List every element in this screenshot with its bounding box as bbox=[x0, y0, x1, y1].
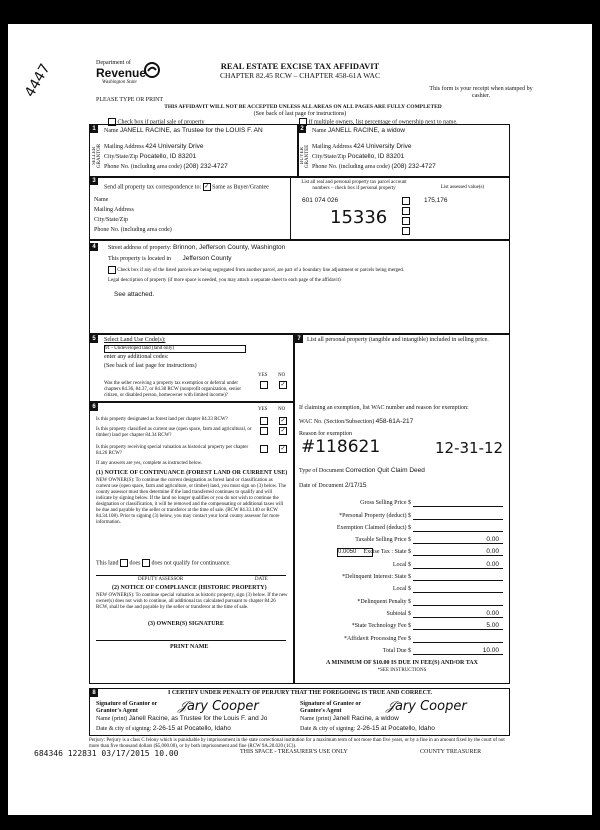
section-1-seller bbox=[89, 124, 299, 178]
buyer-name-label: Name bbox=[312, 128, 327, 134]
type-or-print: PLEASE TYPE OR PRINT bbox=[96, 97, 164, 103]
section-7-number: 7 bbox=[295, 335, 303, 343]
deputy-assessor-label: DEPUTY ASSESSOR bbox=[138, 577, 184, 582]
notice1-title: (1) NOTICE OF CONTINUANCE (FOREST LAND OR CURRENT USE) bbox=[96, 470, 288, 476]
scan-border-right bbox=[592, 0, 600, 830]
scan-border-bottom bbox=[0, 815, 600, 830]
buyer-mailing-label: Mailing Address bbox=[312, 144, 352, 150]
street-label: Street address of property: bbox=[108, 245, 172, 251]
grantor-name-label: Name (print) bbox=[96, 716, 128, 722]
see-back-instructions: (See back of last page for instructions) bbox=[104, 363, 197, 369]
s3-name-label: Name bbox=[94, 197, 109, 203]
form-see-back: (See back of last page for instructions) bbox=[253, 111, 347, 117]
tax-line-row bbox=[299, 520, 503, 532]
section-4-number: 4 bbox=[90, 243, 98, 251]
buyer-grantee-label: BUYER GRANTEE bbox=[300, 144, 310, 168]
scan-border-top bbox=[0, 0, 600, 24]
seller-city-field[interactable]: Pocatello, ID 83201 bbox=[139, 153, 197, 160]
tax-line-row bbox=[299, 495, 503, 507]
send-correspondence-row bbox=[104, 183, 269, 191]
s6-yes-header: YES bbox=[258, 407, 268, 412]
grantee-sig-label: Signature of Grantee or Grantee's Agent bbox=[300, 701, 361, 714]
seller-phone-field[interactable]: (208) 232-4727 bbox=[183, 163, 228, 170]
tax-line-value[interactable]: 0.00 bbox=[413, 548, 503, 556]
tax-line-value[interactable]: 0.00 bbox=[413, 610, 503, 618]
doc-type-row bbox=[299, 467, 425, 475]
tax-line-row bbox=[299, 556, 503, 568]
additional-codes-label: enter any additional codes: bbox=[104, 354, 169, 360]
section-8-signatures bbox=[89, 688, 510, 736]
q-current-use: Is this property classified as current use (open space, farm and agricultural, or timber) land per chapter 84.34 RCW? bbox=[96, 427, 252, 438]
does-not-checkbox[interactable] bbox=[142, 559, 150, 567]
s3-mailing-label: Mailing Address bbox=[94, 207, 134, 213]
doc-type-field[interactable]: Correction Quit Claim Deed bbox=[345, 467, 425, 474]
same-as-buyer-label: Same as Buyer/Grantee bbox=[212, 184, 269, 191]
buyer-name-row bbox=[312, 127, 405, 135]
deputy-line bbox=[96, 575, 286, 576]
tax-line-label: *Personal Property (deduct) $ bbox=[339, 512, 411, 519]
tax-line-label: Excise Tax : State $ bbox=[363, 549, 411, 556]
seller-mailing-label: Mailing Address bbox=[104, 144, 144, 150]
personal-property-checkbox-1[interactable] bbox=[402, 197, 410, 205]
tax-line-value[interactable]: 0.00 bbox=[413, 536, 503, 544]
does-label: does bbox=[129, 560, 141, 567]
owner-sig-line bbox=[96, 640, 286, 641]
seller-city-label: City/State/Zip bbox=[104, 154, 138, 160]
tax-line-label: *Delinquent Penalty $ bbox=[357, 598, 411, 605]
form-title: REAL ESTATE EXCISE TAX AFFIDAVIT bbox=[220, 61, 380, 71]
seller-mailing-field[interactable]: 424 University Drive bbox=[145, 143, 204, 150]
reason-label: Reason for exemption bbox=[299, 431, 352, 437]
tax-line-row bbox=[299, 643, 503, 655]
buyer-mailing-field[interactable]: 424 University Drive bbox=[353, 143, 412, 150]
section-4-property bbox=[89, 240, 510, 334]
segregated-label: Check box if any of the listed parcels are being segregated from another parcel, are part of a boundary line adjustment or parcels being merged. bbox=[117, 268, 404, 274]
scan-border-left bbox=[0, 0, 8, 830]
q-historic: Is this property receiving special valuation as historical property per chapter 84.26 RCW? bbox=[96, 445, 249, 456]
form-header bbox=[150, 61, 450, 80]
personal-property-checkbox-4[interactable] bbox=[402, 227, 410, 235]
tax-line-label: *Delinquent Interest: State $ bbox=[342, 574, 411, 581]
current-use-yes-checkbox[interactable] bbox=[260, 427, 268, 435]
grantor-name-field[interactable]: Janell Racine, as Trustee for the Louis F. and Jo bbox=[128, 715, 268, 722]
tax-line-value[interactable] bbox=[413, 580, 503, 581]
tax-line-row bbox=[299, 544, 503, 556]
wac-field[interactable]: 458-61A-217 bbox=[375, 418, 414, 425]
buyer-city-row bbox=[312, 153, 404, 161]
exemption-question: Was the seller receiving a property tax exemption or deferral under chapters 84.36, 84.37, or 84.38 RCW (nonprofit organization, senior citizen, or disabled person, homeowner with limited income)? bbox=[104, 381, 242, 398]
seller-grantor-label: SELLER GRANTOR bbox=[92, 143, 102, 169]
section-3-number: 3 bbox=[90, 177, 98, 185]
partial-sale-label: Check box if partial sale of property bbox=[117, 119, 205, 126]
grantee-date-row bbox=[300, 725, 435, 733]
handwritten-exemption-date: 12-31-12 bbox=[435, 439, 504, 457]
tax-line-label: Local $ bbox=[392, 561, 411, 568]
s3-phone-label: Phone No. (including area code) bbox=[94, 227, 172, 233]
located-field[interactable]: Jefferson County bbox=[182, 255, 232, 262]
seller-name-row bbox=[104, 127, 294, 135]
grantor-date-row bbox=[96, 725, 231, 733]
tax-line-row bbox=[299, 532, 503, 544]
exemption-claim-label: If claiming an exemption, list WAC number and reason for exemption: bbox=[299, 405, 469, 411]
tax-line-label: Local $ bbox=[392, 586, 411, 593]
parcel-header: List all real and personal property tax parcel account numbers – check box if personal property bbox=[301, 180, 407, 191]
tax-line-row bbox=[299, 618, 503, 630]
tax-line-value[interactable] bbox=[413, 605, 503, 606]
notice1-body: NEW OWNER(S): To continue the current designation as forest land or classification as current use (open space, farm and agriculture, or timber) land, you must sign on (3) below. The county assessor must then determine if the land transferred continues to qualify and will indicate by signing below. If the land no longer qualifies or you do not wish to continue the designation or classification, it will be removed and the compensating or additional taxes will be due and payable by the seller or transferor at the time of sale. (RCW 84.33.140 or RCW 84.34.108). Prior to signing (3) below, you may contact your local county assessor for more information. bbox=[96, 478, 287, 525]
treasurer-use-label: THIS SPACE - TREASURER'S USE ONLY bbox=[240, 749, 348, 755]
handwritten-exemption-number: #118621 bbox=[301, 437, 381, 457]
tax-line-row bbox=[299, 581, 503, 593]
grantee-date-label: Date & city of signing: bbox=[300, 726, 356, 732]
same-as-buyer-checkbox[interactable]: ✓ bbox=[204, 184, 210, 190]
section-2-buyer bbox=[297, 124, 510, 178]
s3-city-label: City/State/Zip bbox=[94, 217, 128, 223]
if-yes-note: If any answers are yes, complete as instructed below. bbox=[96, 461, 203, 466]
segregated-row bbox=[108, 266, 503, 274]
grantee-name-label: Name (print) bbox=[300, 716, 332, 722]
tax-line-row bbox=[299, 630, 503, 642]
section-2-number: 2 bbox=[298, 125, 306, 133]
buyer-city-label: City/State/Zip bbox=[312, 154, 346, 160]
assessed-value-field[interactable]: 175,176 bbox=[424, 197, 448, 204]
print-name-label: PRINT NAME bbox=[170, 644, 209, 650]
section-5-number: 5 bbox=[90, 335, 98, 343]
s5-no-checkbox[interactable]: ✓ bbox=[280, 382, 286, 388]
send-label: Send all property tax correspondence to: bbox=[104, 184, 202, 191]
does-not-label: does not qualify for continuance. bbox=[151, 560, 231, 567]
tax-line-value[interactable]: 0.00 bbox=[413, 561, 503, 569]
tax-line-value[interactable] bbox=[413, 519, 503, 520]
minimum-due: A MINIMUM OF $10.00 IS DUE IN FEE(S) AND/OR TAX bbox=[326, 660, 478, 666]
legal-description-field[interactable]: See attached. bbox=[114, 291, 155, 298]
tax-line-value[interactable] bbox=[413, 531, 503, 532]
section-8-number: 8 bbox=[90, 689, 98, 697]
tax-line-value[interactable]: 5.00 bbox=[413, 622, 503, 630]
land-use-label: Select Land Use Code(s): bbox=[104, 337, 166, 343]
section-3-correspondence bbox=[89, 176, 510, 240]
land-use-select[interactable] bbox=[104, 345, 246, 353]
current-use-no-checkbox[interactable]: ✓ bbox=[280, 428, 286, 434]
grantor-signature: 𝒥ary Cooper bbox=[178, 699, 259, 714]
seller-phone-label: Phone No. (including area code) bbox=[104, 164, 182, 170]
county-treasurer-label: COUNTY TREASURER bbox=[420, 749, 482, 755]
street-field[interactable]: Brinnon, Jefferson County, Washington bbox=[172, 244, 286, 251]
local-rate-field[interactable]: 0.0050 bbox=[337, 548, 373, 557]
logo-line1: Department of bbox=[96, 60, 131, 66]
forest-yes-checkbox[interactable] bbox=[260, 417, 268, 425]
s5-no-header: NO bbox=[278, 373, 286, 378]
personal-property-checkbox-2[interactable] bbox=[402, 207, 410, 215]
section-1-number: 1 bbox=[90, 125, 98, 133]
grantee-date-field[interactable]: 2-26-15 at Pocatello, Idaho bbox=[356, 725, 435, 732]
continuance-row bbox=[96, 559, 231, 567]
grantee-signature: 𝒥ary Cooper bbox=[386, 699, 467, 714]
tax-line-label: *Affidavit Processing Fee $ bbox=[343, 635, 411, 642]
s3-divider bbox=[290, 177, 291, 239]
section-6-number: 6 bbox=[90, 403, 98, 411]
s6-no-header: NO bbox=[278, 407, 286, 412]
seller-name-label: Name bbox=[104, 128, 119, 134]
grantor-date-field[interactable]: 2-26-15 at Pocatello, Idaho bbox=[152, 725, 231, 732]
receipt-note: This form is your receipt when stamped by cashier. bbox=[429, 86, 533, 99]
parcel-number-field[interactable]: 601 074 026 bbox=[302, 197, 339, 204]
buyer-phone-row bbox=[312, 163, 436, 171]
grantee-name-row bbox=[300, 715, 399, 723]
street-row bbox=[108, 244, 285, 252]
buyer-phone-label: Phone No. (including area code) bbox=[312, 164, 390, 170]
personal-property-label: List all personal property (tangible and intangible) included in selling price. bbox=[307, 337, 489, 343]
section-5-land-use bbox=[89, 334, 294, 402]
notice2-body: NEW OWNER(S): To continue special valuation as historic property, sign (3) below. If the new owner(s) does not wish to continue, all additional tax calculated pursuant to chapter 84.26 RCW, shall be due and payable by the seller or transferor at the time of sale. bbox=[96, 593, 288, 610]
logo-line2: Revenue bbox=[96, 66, 147, 80]
buyer-name-field[interactable]: JANELL RACINE, a widow bbox=[327, 127, 405, 134]
form-chapter: CHAPTER 82.45 RCW – CHAPTER 458-61A WAC bbox=[220, 71, 380, 80]
assessed-header: List assessed value(s) bbox=[440, 185, 485, 190]
this-land-label: This land bbox=[96, 560, 119, 567]
grantee-name-field[interactable]: Janell Racine, a widow bbox=[332, 715, 399, 722]
multiple-owners-label: If multiple owners, list percentage of ownership next to name. bbox=[308, 119, 458, 126]
handwritten-file-number: 4447 bbox=[22, 61, 54, 100]
s5-yes-header: YES bbox=[258, 373, 268, 378]
seller-mailing-row bbox=[104, 143, 204, 151]
land-use-value: 91 - Undeveloped land (land only) bbox=[105, 346, 175, 351]
tax-line-row bbox=[299, 507, 503, 519]
perjury-notice: Perjury: Perjury is a class C felony which is punishable by imprisonment in the state correctional institution for a maximum term of not more than five years, or by a fine in an amount fixed by the court of not more than five thousand dollars ($5,000.00), or by both imprisonment and fine (RCW 9A.20.020 (1C)). bbox=[89, 738, 505, 749]
s5-yes-checkbox[interactable] bbox=[260, 381, 268, 389]
notice2-title: (2) NOTICE OF COMPLIANCE (HISTORIC PROPERTY) bbox=[112, 585, 267, 591]
section-6-designations bbox=[89, 402, 294, 684]
grantor-sig-label: Signature of Grantor or Grantor's Agent bbox=[96, 701, 158, 714]
historic-no-checkbox[interactable]: ✓ bbox=[280, 446, 286, 452]
historic-yes-checkbox[interactable] bbox=[260, 445, 268, 453]
wac-row bbox=[299, 418, 413, 426]
logo-line3: Washington State bbox=[102, 80, 137, 85]
segregated-checkbox[interactable] bbox=[108, 266, 116, 274]
buyer-mailing-row bbox=[312, 143, 412, 151]
buyer-phone-field[interactable]: (208) 232-4727 bbox=[391, 163, 436, 170]
wac-label: WAC No. (Section/Subsection) bbox=[299, 419, 375, 425]
tax-line-value[interactable] bbox=[413, 592, 503, 593]
certify-statement: I CERTIFY UNDER PENALTY OF PERJURY THAT THE FOREGOING IS TRUE AND CORRECT. bbox=[167, 690, 432, 696]
tax-line-value[interactable] bbox=[413, 642, 503, 643]
grantor-name-row bbox=[96, 715, 267, 723]
tax-line-value[interactable] bbox=[413, 506, 503, 507]
tax-line-label: Gross Selling Price $ bbox=[360, 500, 411, 507]
tax-line-row bbox=[299, 593, 503, 605]
section-7-tax bbox=[294, 334, 510, 684]
seller-phone-row bbox=[104, 163, 228, 171]
tax-lines bbox=[299, 495, 503, 655]
tax-line-row bbox=[299, 606, 503, 618]
form-warning: THIS AFFIDAVIT WILL NOT BE ACCEPTED UNLESS ALL AREAS ON ALL PAGES ARE FULLY COMPLETED bbox=[164, 104, 442, 110]
tax-line-label: Taxable Selling Price $ bbox=[355, 537, 411, 544]
tax-line-label: Subtotal $ bbox=[386, 610, 411, 617]
doc-type-label: Type of Document bbox=[299, 468, 344, 474]
owner-signature-label: (3) OWNER(S) SIGNATURE bbox=[148, 621, 224, 627]
tax-line-value[interactable]: 10.00 bbox=[413, 647, 503, 655]
tax-line-label: *State Technology Fee $ bbox=[351, 623, 411, 630]
doc-date-field[interactable]: 2/17/15 bbox=[344, 482, 367, 489]
does-checkbox[interactable] bbox=[120, 559, 128, 567]
located-row bbox=[108, 255, 232, 263]
seller-name-field[interactable]: JANELL RACINE, as Trustee for the LOUIS F. AN bbox=[119, 127, 263, 134]
legal-label: Legal description of property (if more space is needed, you may attach a separate sheet to each page of the affidavit) bbox=[108, 278, 341, 283]
located-label: This property is located in bbox=[108, 256, 171, 262]
deputy-date-label: DATE bbox=[255, 577, 268, 582]
doc-date-label: Date of Document bbox=[299, 483, 344, 489]
doc-date-row bbox=[299, 482, 367, 490]
handwritten-parcel-note: 15336 bbox=[330, 207, 388, 228]
forest-no-checkbox[interactable]: ✓ bbox=[280, 418, 286, 424]
tax-line-label: Total Due $ bbox=[382, 647, 411, 654]
tax-line-row bbox=[299, 569, 503, 581]
buyer-city-field[interactable]: Pocatello, ID 83201 bbox=[347, 153, 405, 160]
see-instructions: *SEE INSTRUCTIONS bbox=[377, 668, 427, 673]
q-forest-land: Is this property designated as forest land per chapter 84.33 RCW? bbox=[96, 417, 228, 422]
personal-property-checkbox-3[interactable] bbox=[402, 217, 410, 225]
tax-line-label: Exemption Claimed (deduct) $ bbox=[336, 524, 411, 531]
grantor-date-label: Date & city of signing: bbox=[96, 726, 152, 732]
recording-line: 684346 122831 03/17/2015 10.00 bbox=[34, 749, 179, 758]
seller-city-row bbox=[104, 153, 196, 161]
